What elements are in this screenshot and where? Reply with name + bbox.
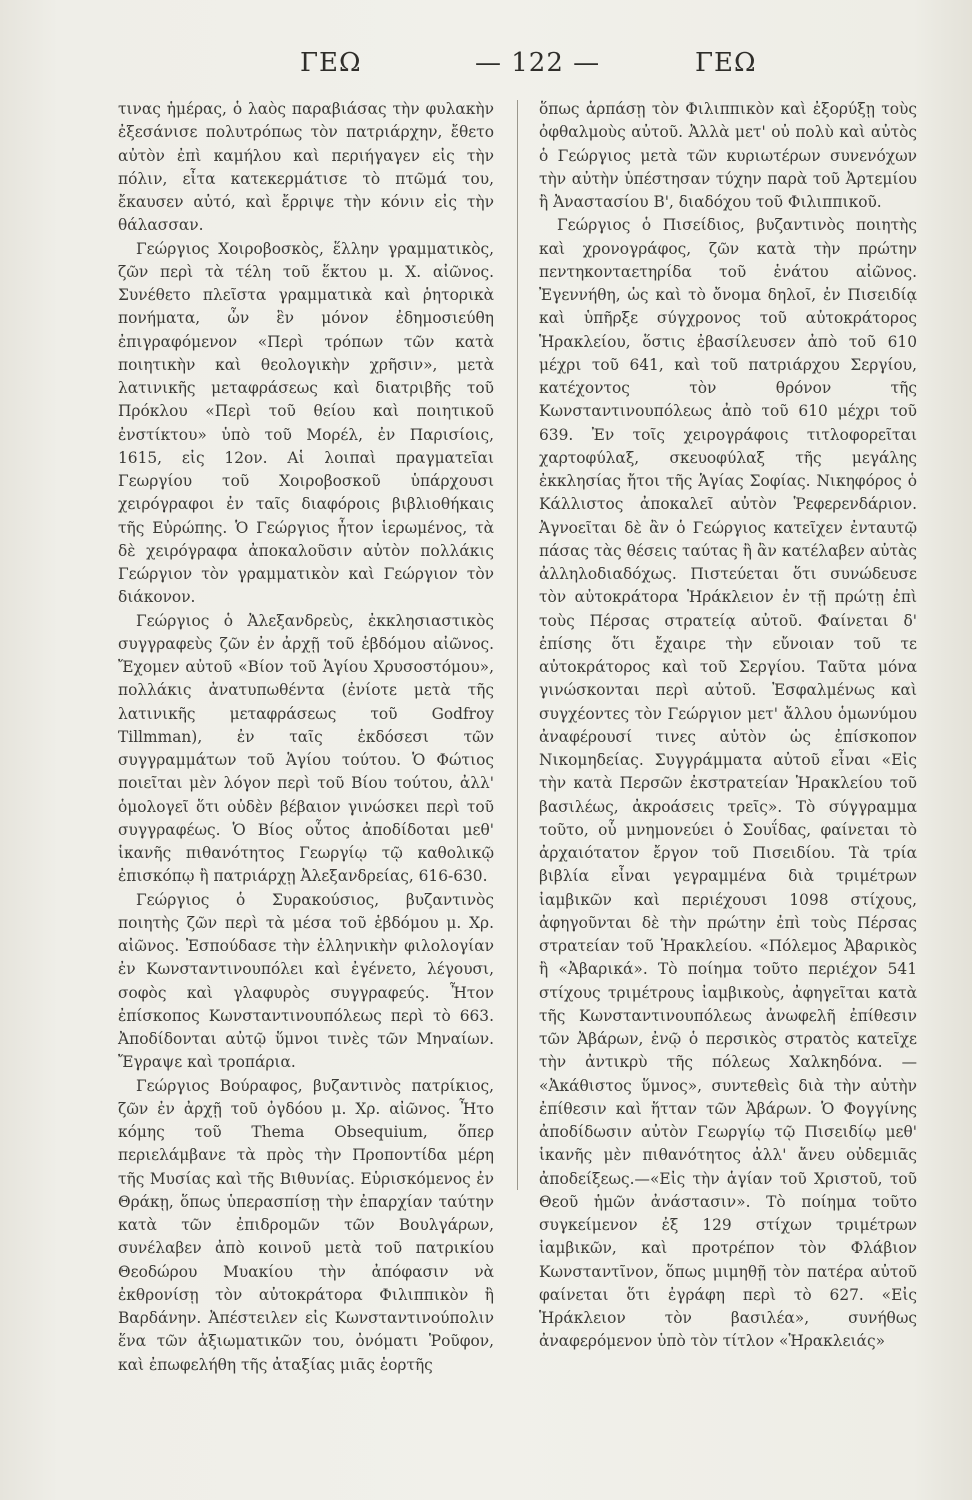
entry-georgios-bouraphos: Γεώργιος Βούραφος, βυζαντινὸς πατρίκιος, ζῶν ἐν ἀρχῇ τοῦ ὀγδόου μ. Χρ. αἰῶνος. Ἦτο κόμης τοῦ Thema Obsequium, ὅπερ περιελάμβανε τὰ πρὸς τὴν Προποντίδα μέρη τῆς Μυσίας καὶ τῆς Βιθυνίας. Εὑρισκόμενος ἐν Θράκῃ, ὅπως ὑπερασπίσῃ τὴν ἐπαρχίαν ταύτην κατὰ τῶν ἐπιδρομῶν τῶν Βουλγάρων, συνέλαβεν ἀπὸ κοινοῦ μετὰ τοῦ πατρικίου Θεοδώρου Μυακίου τὴν ἀπόφασιν νὰ ἐκθρονίσῃ τὸν αὐτοκράτορα Φιλιππικὸν ἢ Βαρδάνην. Ἀπέστειλεν εἰς Κωνσταντινούπολιν ἕνα τῶν ἀξιωματικῶν του, ὀνόματι Ῥοῦφον, καὶ ἐπωφελήθη τῆς ἀταξίας μιᾶς ἑορτῆς xyxy=(118,1076,494,1374)
left-column xyxy=(118,98,494,1377)
page-header xyxy=(120,48,820,88)
paragraph-continuation-right: ὅπως ἁρπάσῃ τὸν Φιλιππικὸν καὶ ἐξορύξῃ τοὺς ὀφθαλμοὺς αὐτοῦ. Ἀλλὰ μετ' οὐ πολὺ καὶ αὐτὸς ὁ Γεώργιος μετὰ τῶν κυριωτέρων συνενόχων τὴν αὐτὴν ὑπέστησαν τύχην παρὰ τοῦ Ἀρτεμίου ἢ Ἀναστασίου Β', διαδόχου τοῦ Φιλιππικοῦ. xyxy=(539,100,917,211)
header-right-word: ΓΕΩ xyxy=(695,48,757,78)
library-stamp-watermark xyxy=(604,1276,966,1490)
entry-georgios-syrakousios: Γεώργιος ὁ Συρακούσιος, βυζαντινὸς ποιητὴς ζῶν περὶ τὰ μέσα τοῦ ἑβδόμου μ. Χρ. αἰῶνος. Ἐσπούδασε τὴν ἑλληνικὴν φιλολογίαν ἐν Κωνσταντινουπόλει καὶ ἐγένετο, λέγουσι, σοφὸς καὶ γλαφυρὸς συγγραφεύς. Ἦτον ἐπίσκοπος Κωνσταντινουπόλεως περὶ τὸ 663. Ἀποδίδονται αὐτῷ ὕμνοι τινὲς τῶν Μηναίων. Ἔγραψε καὶ τροπάρια. xyxy=(118,890,494,1072)
paragraph-continuation: τινας ἡμέρας, ὁ λαὸς παραβιάσας τὴν φυλακὴν ἐξεσάνισε πολυτρόπως τὸν πατριάρχην, ἔθετο αὐτὸν ἐπὶ καμήλου καὶ περιήγαγεν εἰς τὴν πόλιν, εἶτα κατεκερμάτισε τὸ πτῶμά του, ἔκαυσεν αὐτό, καὶ ἔρριψε τὴν κόνιν εἰς τὴν θάλασσαν. xyxy=(118,100,494,235)
page-number: — 122 — xyxy=(475,48,601,78)
header-left-word: ΓΕΩ xyxy=(300,48,362,78)
entry-georgios-choiroboskos: Γεώργιος Χοιροβοσκὸς, ἕλλην γραμματικὸς, ζῶν περὶ τὰ τέλη τοῦ ἕκτου μ. Χ. αἰῶνος. Συνέθετο πλεῖστα γραμματικὰ καὶ ῥητορικὰ πονήματα, ὧν ἓν μόνον ἐδημοσιεύθη ἐπιγραφόμενον «Περὶ τρόπων τῶν κατὰ ποιητικὴν καὶ θεολογικὴν χρῆσιν», μετὰ λατινικῆς μεταφράσεως καὶ διατριβῆς τοῦ Πρόκλου «Περὶ τοῦ θείου καὶ ποιητικοῦ ἐνστίκτου» ὑπὸ τοῦ Μορέλ, ἐν Παρισίοις, 1615, εἰς 12ον. Αἱ λοιπαὶ πραγματεῖαι Γεωργίου τοῦ Χοιροβοσκοῦ ὑπάρχουσι χειρόγραφοι ἐν ταῖς διαφόροις βιβλιοθήκαις τῆς Εὐρώπης. Ὁ Γεώργιος ἦτον ἱερωμένος, τὰ δὲ χειρόγραφα ἀποκαλοῦσιν αὐτὸν πολλάκις Γεώργιον τὸν γραμματικὸν καὶ Γεώργιον τὸν διάκονον. xyxy=(118,239,494,607)
entry-georgios-pisidis: Γεώργιος ὁ Πισείδιος, βυζαντινὸς ποιητὴς καὶ χρονογράφος, ζῶν κατὰ τὴν πρώτην πεντηκονταετηρίδα τοῦ ἑνάτου αἰῶνος. Ἐγεννήθη, ὡς καὶ τὸ ὄνομα δηλοῖ, ἐν Πισειδίᾳ καὶ ὑπῆρξε σύγχρονος τοῦ αὐτοκράτορος Ἡρακλείου, ὅστις ἐβασίλευσεν ἀπὸ τοῦ 610 μέχρι τοῦ 641, καὶ τοῦ πατριάρχου Σεργίου, κατέχοντος τὸν θρόνον τῆς Κωνσταντινουπόλεως ἀπὸ τοῦ 610 μέχρι τοῦ 639. Ἐν τοῖς χειρογράφοις τιτλοφορεῖται χαρτοφύλαξ, σκευοφύλαξ τῆς μεγάλης ἐκκλησίας ἤτοι τῆς Ἁγίας Σοφίας. Νικηφόρος ὁ Κάλλιστος ἀποκαλεῖ αὐτὸν Ῥεφερενδάριον. Ἀγνοεῖται δὲ ἂν ὁ Γεώργιος κατεῖχεν ἐνταυτῷ πάσας τὰς θέσεις ταύτας ἢ ἂν κατέλαβεν αὐτὰς ἀλληλοδιαδόχως. Πιστεύεται ὅτι συνώδευσε τὸν αὐτοκράτορα Ἡράκλειον ἐν τῇ πρώτῃ ἐπὶ τοὺς Πέρσας στρατείᾳ αὐτοῦ. Φαίνεται δ' ἐπίσης ὅτι ἔχαιρε τὴν εὔνοιαν τοῦ τε αὐτοκράτορος καὶ τοῦ Σεργίου. Ταῦτα μόνα γινώσκονται περὶ αὐτοῦ. Ἐσφαλμένως καὶ συγχέοντες τὸν Γεώργιον μετ' ἄλλου ὁμωνύμου ἀναφέρουσί τινες αὐτὸν ὡς ἐπίσκοπον Νικομηδείας. Συγγράμματα αὐτοῦ εἶναι «Εἰς τὴν κατὰ Περσῶν ἐκστρατείαν Ἡρακλείου τοῦ βασιλέως, ἀκροάσεις τρεῖς». Τὸ σύγγραμμα τοῦτο, οὗ μνημονεύει ὁ Σουΐδας, φαίνεται τὸ ἀρχαιότατον ἔργον τοῦ Πισειδίου. Τὰ τρία βιβλία εἶναι γεγραμμένα διὰ τριμέτρων ἰαμβικῶν καὶ περιέχουσι 1098 στίχους, ἀφηγοῦνται δὲ τὴν πρώτην ἐπὶ τοὺς Πέρσας στρατείαν τοῦ Ἡρακλείου. «Πόλεμος Ἀβαρικὸς ἢ «Ἀβαρικά». Τὸ ποίημα τοῦτο περιέχον 541 στίχους τριμέτρους ἰαμβικοὺς, ἀφηγεῖται κατὰ τῆς Κωνσταντινουπόλεως ἀνωφελῆ ἐπίθεσιν τῶν Ἀβάρων, ἐνῷ ὁ περσικὸς στρατὸς κατεῖχε τὴν ἀντικρὺ τῆς πόλεως Χαλκηδόνα. — «Ἀκάθιστος ὕμνος», συντεθεὶς διὰ τὴν αὐτὴν ἐπίθεσιν καὶ ἥτταν τῶν Ἀβάρων. Ὁ Φογγίνης ἀποδίδωσιν αὐτὸν Γεωργίῳ τῷ Πισειδίῳ μεθ' ἱκανῆς μὲν πιθανότητος ἀλλ' ἄνευ οὐδεμιᾶς ἀποδείξεως.—«Εἰς τὴν ἁγίαν τοῦ Χριστοῦ, τοῦ Θεοῦ ἡμῶν ἀνάστασιν». Τὸ ποίημα τοῦτο συγκείμενον ἐξ 129 στίχων τριμέτρων ἰαμβικῶν, καὶ προτρέπον τὸν Φλάβιον Κωνσταντῖνον, ὅπως μιμηθῇ τὸν πατέρα αὐτοῦ φαίνεται ὅτι ἐγράφη περὶ τὸ 627. «Εἰς Ἡράκλειον τὸν βασιλέα», συνήθως ἀναφερόμενον ὑπὸ τὸν τίτλον «Ἡρακλειάς» xyxy=(539,216,917,1351)
column-divider xyxy=(517,100,518,1190)
entry-georgios-alexandreus: Γεώργιος ὁ Ἀλεξανδρεὺς, ἐκκλησιαστικὸς συγγραφεὺς ζῶν ἐν ἀρχῇ τοῦ ἑβδόμου αἰῶνος. Ἔχομεν αὐτοῦ «Βίον τοῦ Ἁγίου Χρυσοστόμου», πολλάκις ἀνατυπωθέντα (ἐνίοτε μετὰ τῆς λατινικῆς μεταφράσεως τοῦ Godfroy Tillmman), ἐν ταῖς ἐκδόσεσι τῶν συγγραμμάτων τοῦ Ἁγίου τούτου. Ὁ Φώτιος ποιεῖται μὲν λόγον περὶ τοῦ Βίου τούτου, ἀλλ' ὁμολογεῖ ὅτι οὐδὲν βέβαιον γινώσκει περὶ τοῦ συγγραφέως. Ὁ Βίος οὗτος ἀποδίδοται μεθ' ἱκανῆς πιθανότητος Γεωργίῳ τῷ καθολικῷ ἐπισκόπῳ ἢ πατριάρχῃ Ἀλεξανδρείας, 616-630. xyxy=(118,611,494,886)
right-column xyxy=(539,98,917,1354)
